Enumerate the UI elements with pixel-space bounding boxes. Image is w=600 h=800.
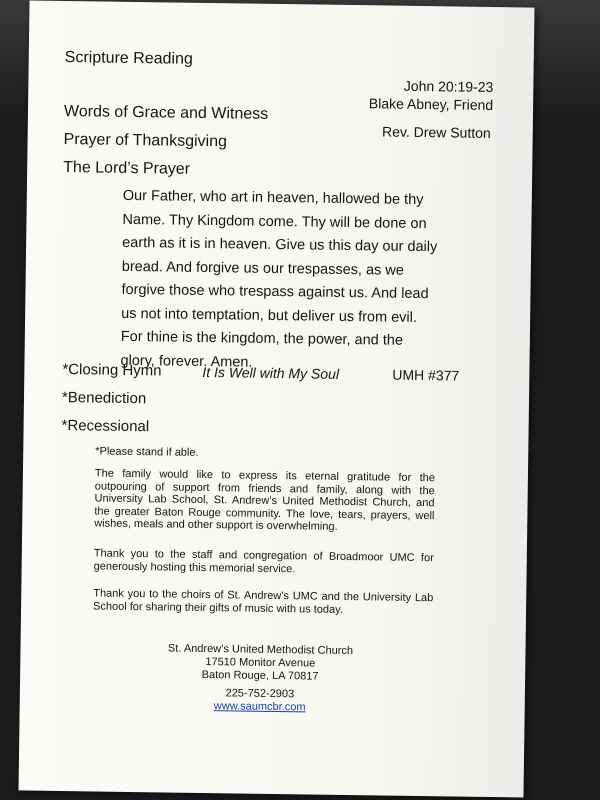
prayer-of-thanksgiving-heading: Prayer of Thanksgiving [63, 131, 228, 151]
lords-prayer-text: Our Father, who art in heaven, hallowed be thy Name. Thy Kingdom come. Thy will be done on earth as it is in heaven. Give us this day our daily bread. And forgive us our trespasses, as we forgive those who trespass against us. And lead us not into temptation, but deliver us from evil. For thine is the kingdom, the power, and the glory, forever. Amen. [120, 187, 438, 371]
words-of-grace-heading: Words of Grace and Witness [63, 103, 269, 123]
scripture-reference: John 20:19-23 [403, 77, 494, 95]
benediction-label: *Benediction [61, 389, 147, 408]
thanks-choirs-paragraph: Thank you to the choirs of St. Andrew’s UMC and the University Lab School for sharing their gifts of music with us today. [93, 587, 434, 616]
church-website-link[interactable]: www.saumcbr.com [213, 700, 306, 714]
closing-hymn-number: UMH #377 [392, 366, 460, 384]
stand-note: *Please stand if able. [95, 445, 199, 459]
gratitude-paragraph: The family would like to express its eternal gratitude for the outpouring of support from friends and family, along with the University Lab School, St. Andrew’s United Methodist Church, and the greater Baton Rouge community. The love, tears, prayers, well wishes, meals and other support is overwhelming. [94, 467, 435, 533]
closing-hymn-title: It Is Well with My Soul [202, 363, 340, 382]
program-page [19, 1, 535, 798]
church-name: St. Andrew’s United Methodist Church [167, 642, 354, 658]
church-city: Baton Rouge, LA 70817 [201, 668, 319, 683]
words-of-grace-speaker: Rev. Drew Sutton [381, 123, 491, 141]
scripture-reading-heading: Scripture Reading [64, 49, 193, 68]
closing-hymn-label: *Closing Hymn [62, 361, 162, 380]
lords-prayer-heading: The Lord’s Prayer [63, 159, 191, 178]
thanks-staff-paragraph: Thank you to the staff and congregation of Broadmoor UMC for generously hosting this memorial service. [93, 547, 434, 575]
scripture-reader: Blake Abney, Friend [368, 95, 494, 113]
recessional-label: *Recessional [61, 417, 150, 436]
church-street: 17510 Monitor Avenue [205, 656, 316, 670]
church-website-wrap [130, 699, 390, 715]
church-phone: 225-752-2903 [225, 687, 295, 701]
